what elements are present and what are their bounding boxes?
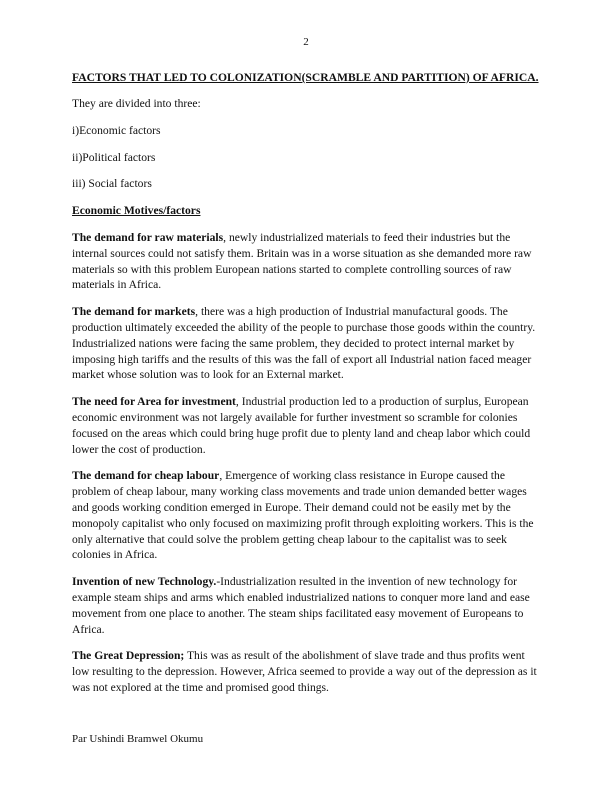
paragraph-body: , Emergence of working class resistance in Europe caused the problem of cheap labour, many working class movements and trade union demanded better wages and goods working condition emerged in Europe. Their demand could not be easily met by the monopoly capitalist who only focused on maximizing profit through exploiting workers. This is the only alternative that could solve the problem getting cheap labour to the capitalist was to seek colonies in Africa. — [72, 469, 534, 562]
paragraph — [72, 304, 540, 383]
paragraph — [72, 574, 540, 637]
section-heading: Economic Motives/factors — [72, 204, 201, 218]
paragraph — [72, 648, 540, 695]
page-content — [72, 70, 540, 707]
paragraph-body: , newly industrialized materials to feed their industries but the internal sources could not satisfy them. Britain was in a worse situation as she demanded more raw materials so with this problem European nations started to complete controlling sources of raw materials in Africa. — [72, 230, 532, 292]
paragraph — [72, 394, 540, 457]
factor-item: i)Economic factors — [72, 123, 161, 137]
page-footer: Par Ushindi Bramwel Okumu — [72, 733, 204, 745]
paragraph-lead: The demand for cheap labour — [72, 469, 220, 483]
page-title: FACTORS THAT LED TO COLONIZATION(SCRAMBLE AND PARTITION) OF AFRICA. — [72, 71, 539, 84]
paragraph — [72, 230, 540, 293]
paragraph-body: This was as result of the abolishment of slave trade and thus profits went low resulting to the depression. However, Africa seemed to provide a way out of the depression as it was not explored at the time and promised good things. — [72, 649, 537, 694]
paragraph-lead: The demand for raw materials — [72, 230, 224, 244]
factor-item: ii)Political factors — [72, 150, 156, 164]
factor-item: iii) Social factors — [72, 177, 152, 191]
paragraph-body: , there was a high production of Industrial manufactural goods. The production ultimately exceeded the ability of the people to purchase those goods within the country. Industrialized nations were facing the same problem, they decided to protect internal market by imposing high tariffs and the results of this was the fall of export all Industrial nation faced meager market whose solution was to look for an External market. — [72, 305, 536, 382]
paragraph — [72, 468, 540, 563]
paragraph-body: -Industrialization resulted in the invention of new technology for example steam ships and arms which enabled industrialized nations to conquer more land and ease movement from one place to another. The steam ships facilitated easy movement of Europeans to Africa. — [72, 575, 530, 636]
page-number: 2 — [303, 36, 309, 48]
paragraph-lead: Invention of new Technology. — [72, 575, 217, 589]
paragraph-lead: The demand for markets — [72, 305, 196, 319]
paragraph-lead: The need for Area for investment — [72, 395, 236, 409]
intro-text: They are divided into three: — [72, 97, 201, 110]
paragraph-body: , Industrial production led to a production of surplus, European economic environment was not largely available for further investment so scramble for colonies focused on the areas which could bring huge profit due to plenty land and cheap labor which could lower the cost of production. — [72, 395, 531, 456]
paragraph-lead: The Great Depression; — [72, 649, 185, 663]
